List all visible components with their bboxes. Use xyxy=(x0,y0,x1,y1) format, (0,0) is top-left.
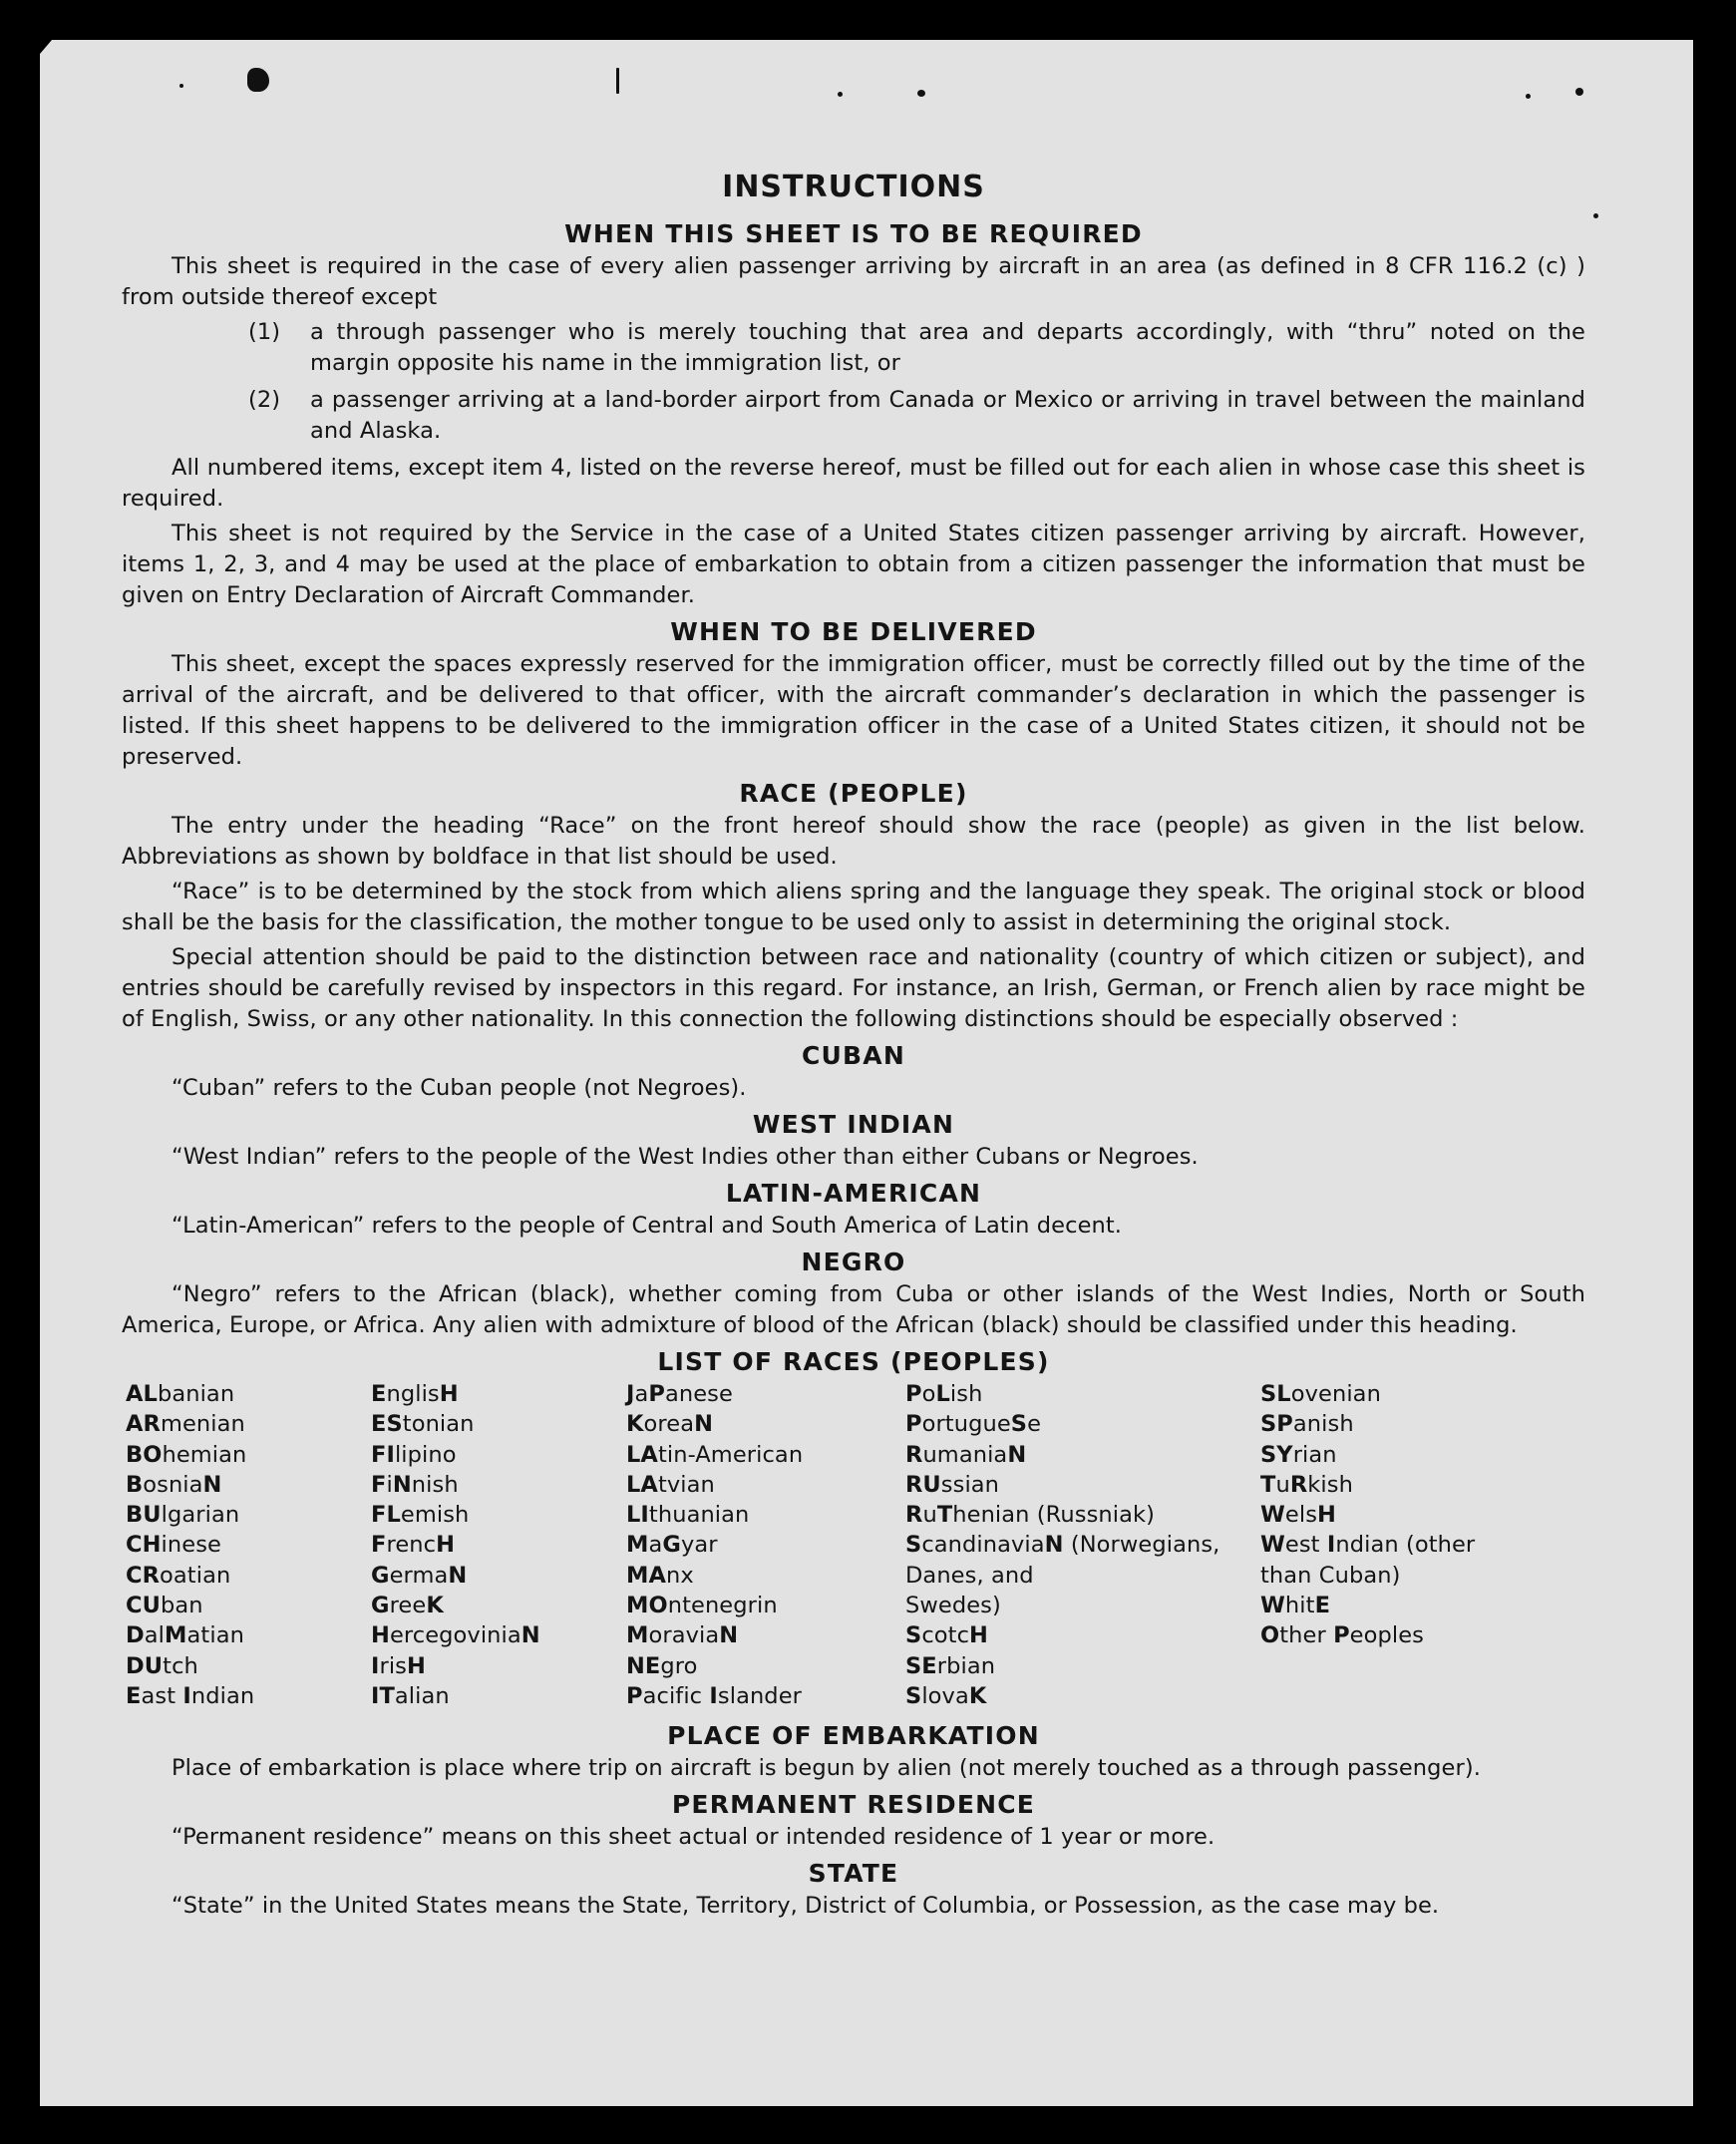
race-entry: East Indian xyxy=(126,1682,255,1709)
race-entry: SYrian xyxy=(1260,1441,1337,1468)
race-entry: MaGyar xyxy=(626,1532,718,1559)
race-entry: SPanish xyxy=(1260,1411,1354,1438)
race-entry: CHinese xyxy=(126,1532,221,1559)
race-entry: WelsH xyxy=(1260,1502,1336,1529)
west-indian-text: “West Indian” refers to the people of the West Indies other than either Cubans or Negroes. xyxy=(172,1144,1199,1170)
race-entry: BOhemian xyxy=(126,1441,247,1468)
heading-state: STATE xyxy=(808,1859,899,1889)
heading-cuban: CUBAN xyxy=(802,1041,905,1070)
race-entry: HercegoviniaN xyxy=(371,1622,540,1649)
instructions-content xyxy=(122,170,1585,1926)
latin-american-text: “Latin-American” refers to the people of Central and South America of Latin decent. xyxy=(172,1213,1123,1239)
page-title: INSTRUCTIONS xyxy=(722,170,985,204)
heading-race: RACE (PEOPLE) xyxy=(739,779,968,808)
heading-when-required: WHEN THIS SHEET IS TO BE REQUIRED xyxy=(564,219,1143,248)
race-entry: DUtch xyxy=(126,1652,198,1679)
race-entry: LIthuanian xyxy=(626,1502,750,1529)
race-entry: Other Peoples xyxy=(1260,1622,1424,1649)
race-entry: SlovaK xyxy=(905,1682,987,1709)
race-entry: FLemish xyxy=(371,1502,470,1529)
ink-speck xyxy=(1526,94,1531,99)
negro-text: “Negro” refers to the African (black), whether coming from Cuba or other islands of the West Indies, North or South America, Europe, or Africa. Any alien with admixture of blood of the African (black) should be classified under this heading. xyxy=(122,1281,1585,1338)
race-entry: EnglisH xyxy=(371,1381,459,1407)
races-column xyxy=(905,1379,1260,1711)
heading-negro: NEGRO xyxy=(801,1248,906,1276)
state-text: “State” in the United States means the State, Territory, District of Columbia, or Possession, as the case may be. xyxy=(172,1893,1440,1920)
race-entry: EStonian xyxy=(371,1411,475,1438)
race-entry: Pacific Islander xyxy=(626,1682,802,1709)
race-entry: FIlipino xyxy=(371,1441,457,1468)
race-entry: West Indian (other xyxy=(1260,1532,1476,1559)
race-entry: CRoatian xyxy=(126,1562,231,1589)
race-entry: ARmenian xyxy=(126,1411,245,1438)
race-entry: RumaniaN xyxy=(905,1441,1027,1468)
race-entry: KoreaN xyxy=(626,1411,714,1438)
race-entry: ScotcH xyxy=(905,1622,988,1649)
race-paragraph-2: “Race” is to be determined by the stock from which aliens spring and the language they speak. The original stock or blood shall be the basis for the classification, the mother tongue to be used only to assist in determining the original stock. xyxy=(122,879,1585,935)
race-entry: MOntenegrin xyxy=(626,1593,778,1619)
race-entry: PortugueSe xyxy=(905,1411,1042,1438)
race-entry: GermaN xyxy=(371,1562,468,1589)
race-entry: DalMatian xyxy=(126,1622,244,1649)
race-entry: MoraviaN xyxy=(626,1622,739,1649)
when-delivered-text: This sheet, except the spaces expressly reserved for the immigration officer, must be correctly filled out by the time of the arrival of the aircraft, and be delivered to that officer, with the aircraft commander’s declaration in which the passenger is listed. If this sheet happens to be delivered to the immigration officer in the case of a United States citizen, it should not be preserved. xyxy=(122,651,1585,770)
heading-list-of-races: LIST OF RACES (PEOPLES) xyxy=(657,1347,1050,1376)
ink-speck xyxy=(179,84,183,88)
ink-speck xyxy=(838,92,843,97)
race-entry: TuRkish xyxy=(1260,1471,1353,1498)
race-entry: PoLish xyxy=(905,1381,983,1407)
exception-item xyxy=(122,317,1585,379)
citizen-paragraph: This sheet is not required by the Service in the case of a United States citizen passenger arriving by aircraft. However, items 1, 2, 3, and 4 may be used at the place of embarkation to obtain from a citizen passenger the information that must be given on Entry Declaration of Aircraft Commander. xyxy=(122,521,1585,608)
ink-blot xyxy=(247,68,269,92)
race-entry: RUssian xyxy=(905,1471,1000,1498)
heading-permanent-residence: PERMANENT RESIDENCE xyxy=(671,1790,1036,1820)
races-column xyxy=(1260,1379,1569,1711)
exceptions-list xyxy=(122,317,1585,447)
race-entry: NEgro xyxy=(626,1652,698,1679)
race-entry: SLovenian xyxy=(1260,1381,1381,1407)
ink-speck xyxy=(917,90,925,97)
race-entry: ITalian xyxy=(371,1682,450,1709)
exception-item xyxy=(122,385,1585,447)
exception-number: (2) xyxy=(248,387,281,413)
heading-latin-american: LATIN-AMERICAN xyxy=(725,1179,982,1208)
race-entry: Danes, and xyxy=(905,1562,1034,1589)
exception-number: (1) xyxy=(248,319,281,345)
heading-when-delivered: WHEN TO BE DELIVERED xyxy=(670,617,1037,646)
race-entry: LAtin-American xyxy=(626,1441,804,1468)
race-entry: Swedes) xyxy=(905,1593,1001,1619)
heading-west-indian: WEST INDIAN xyxy=(752,1110,955,1139)
race-entry: MAnx xyxy=(626,1562,694,1589)
races-column xyxy=(122,1379,371,1711)
race-entry: CUban xyxy=(126,1593,203,1619)
race-entry: BUlgarian xyxy=(126,1502,240,1529)
exception-text: a passenger arriving at a land-border airport from Canada or Mexico or arriving in travel between the mainland and Alaska. xyxy=(310,387,1585,444)
races-column xyxy=(371,1379,626,1711)
race-entry: WhitE xyxy=(1260,1593,1331,1619)
races-list xyxy=(122,1379,1585,1711)
cuban-text: “Cuban” refers to the Cuban people (not Negroes). xyxy=(172,1075,747,1101)
race-entry: FrencH xyxy=(371,1532,456,1559)
ink-speck xyxy=(616,68,619,94)
ink-speck xyxy=(1575,88,1583,96)
residence-text: “Permanent residence” means on this sheet actual or intended residence of 1 year or more. xyxy=(172,1824,1215,1851)
race-paragraph-1: The entry under the heading “Race” on the front hereof should show the race (people) as given in the list below. Abbreviations as shown by boldface in that list should be used. xyxy=(122,813,1585,870)
race-entry: ALbanian xyxy=(126,1381,235,1407)
race-entry: BosniaN xyxy=(126,1471,222,1498)
race-entry: than Cuban) xyxy=(1260,1562,1401,1589)
race-entry: LAtvian xyxy=(626,1471,715,1498)
race-entry: GreeK xyxy=(371,1593,444,1619)
race-entry: ScandinaviaN (Norwegians, xyxy=(905,1532,1220,1559)
race-entry: SErbian xyxy=(905,1652,996,1679)
ink-speck xyxy=(1593,213,1598,218)
exception-text: a through passenger who is merely touching that area and departs accordingly, with “thru” noted on the margin opposite his name in the immigration list, or xyxy=(310,319,1585,376)
race-paragraph-3: Special attention should be paid to the distinction between race and nationality (country of which citizen or subject), and entries should be carefully revised by inspectors in this regard. For instance, an Irish, German, or French alien by race might be of English, Swiss, or any other nationality. In this connection the following distinctions should be especially observed : xyxy=(122,944,1585,1032)
numbered-items-paragraph: All numbered items, except item 4, listed on the reverse hereof, must be filled out for each alien in whose case this sheet is required. xyxy=(122,455,1585,512)
when-required-intro: This sheet is required in the case of every alien passenger arriving by aircraft in an area (as defined in 8 CFR 116.2 (c) ) from outside thereof except xyxy=(122,253,1585,310)
race-entry: FiNnish xyxy=(371,1471,459,1498)
embarkation-text: Place of embarkation is place where trip on aircraft is begun by alien (not merely touched as a through passenger). xyxy=(172,1755,1481,1782)
race-entry: JaPanese xyxy=(626,1381,733,1407)
race-entry: IrisH xyxy=(371,1652,426,1679)
heading-embarkation: PLACE OF EMBARKATION xyxy=(667,1721,1040,1751)
race-entry: RuThenian (Russniak) xyxy=(905,1502,1155,1529)
races-column xyxy=(626,1379,905,1711)
